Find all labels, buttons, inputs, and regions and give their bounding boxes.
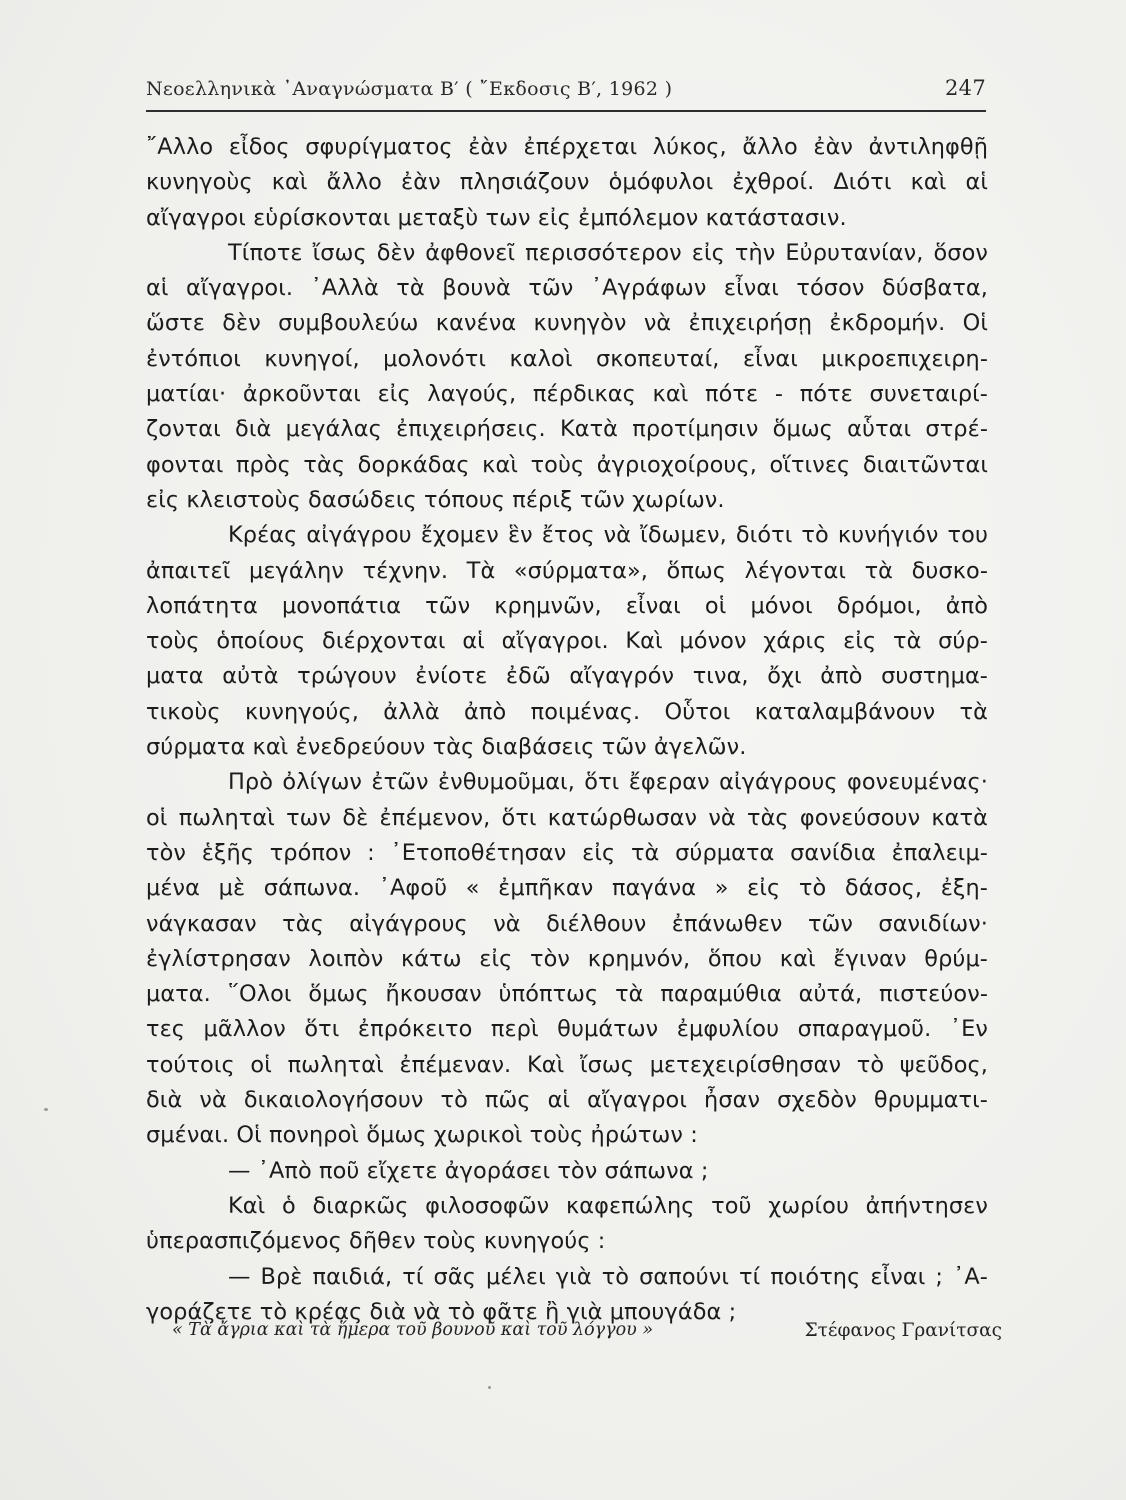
text-line: Πρὸ ὀλίγων ἐτῶν ἐνθυμοῦμαι, ὅτι ἔφεραν αἰγάγρους φονευμένας·	[228, 769, 988, 796]
text-line: Κρέας αἰγάγρου ἔχομεν ἓν ἔτος νὰ ἴδωμεν, διότι τὸ κυνήγιόν του	[228, 522, 988, 549]
text-line: ἀπαιτεῖ μεγάλην τέχνην. Τὰ «σύρματα», ὅπως λέγονται τὰ δυσκο-	[146, 557, 988, 584]
text-line: φονται πρὸς τὰς δορκάδας καὶ τοὺς ἀγριοχοίρους, οἵτινες διαιτῶνται	[146, 451, 988, 478]
text-line: τοὺς ὁποίους διέρχονται αἱ αἴγαγροι. Καὶ μόνον χάρις εἰς τὰ σύρ-	[146, 628, 988, 655]
text-line: τούτοις οἱ πωληταὶ ἐπέμεναν. Καὶ ἴσως μετεχειρίσθησαν τὸ ψεῦδος,	[146, 1051, 988, 1078]
running-head	[146, 74, 986, 106]
text-line: νάγκασαν τὰς αἰγάγρους νὰ διέλθουν ἐπάνωθεν τῶν σανιδίων·	[146, 910, 988, 937]
text-line: οἱ πωληταὶ των δὲ ἐπέμενον, ὅτι κατώρθωσαν νὰ τὰς φονεύσουν κατὰ	[146, 804, 988, 831]
text-line: ὥστε δὲν συμβουλεύω κανένα κυνηγὸν νὰ ἐπιχειρήσῃ ἐκδρομήν. Οἱ	[146, 310, 988, 337]
text-line: κυνηγοὺς καὶ ἄλλο ἐὰν πλησιάζουν ὁμόφυλοι ἐχθροί. Διότι καὶ αἱ	[146, 169, 988, 196]
text-line: διὰ νὰ δικαιολογήσουν τὸ πῶς αἱ αἴγαγροι ἦσαν σχεδὸν θρυμματι-	[146, 1087, 988, 1114]
text-line: ματα αὐτὰ τρώγουν ἐνίοτε ἐδῶ αἴγαγρόν τινα, ὄχι ἀπὸ συστημα-	[146, 663, 988, 690]
text-line: γοράζετε τὸ κρέας διὰ νὰ τὸ φᾶτε ἢ γιὰ μπουγάδα ;	[146, 1298, 737, 1325]
header-rule	[146, 110, 986, 112]
text-line: ματίαι· ἀρκοῦνται εἰς λαγούς, πέρδικας καὶ πότε - πότε συνεταιρί-	[146, 381, 988, 408]
text-line: τικοὺς κυνηγούς, ἀλλὰ ἀπὸ ποιμένας. Οὗτοι καταλαμβάνουν τὰ	[146, 698, 988, 725]
text-line: αἱ αἴγαγροι. ᾿Αλλὰ τὰ βουνὰ τῶν ᾿Αγράφων εἶναι τόσον δύσβατα,	[146, 275, 988, 302]
text-line: ἐγλίστρησαν λοιπὸν κάτω εἰς τὸν κρημνόν, ὅπου καὶ ἔγιναν θρύμ-	[146, 945, 988, 972]
text-line: — ᾿Απὸ ποῦ εἴχετε ἀγοράσει τὸν σάπωνα ;	[228, 1157, 709, 1184]
citation	[172, 1320, 1002, 1350]
text-line: λοπάτητα μονοπάτια τῶν κρημνῶν, εἶναι οἱ μόνοι δρόμοι, ἀπὸ	[146, 592, 988, 619]
text-line: ὑπερασπιζόμενος δῆθεν τοὺς κυνηγούς :	[146, 1228, 606, 1255]
text-line: ῎Αλλο εἶδος σφυρίγματος ἐὰν ἐπέρχεται λύκος, ἄλλο ἐὰν ἀντιληφθῇ	[146, 134, 988, 160]
text-line: ματα. ῞Ολοι ὅμως ἤκουσαν ὑπόπτως τὰ παραμύθια αὐτά, πιστεύον-	[146, 981, 988, 1008]
text-line: αἴγαγροι εὑρίσκονται μεταξὺ των εἰς ἐμπόλεμον κατάστασιν.	[146, 204, 847, 231]
text-line: τες μᾶλλον ὅτι ἐπρόκειτο περὶ θυμάτων ἐμφυλίου σπαραγμοῦ. ᾿Εν	[146, 1016, 988, 1043]
book-title: Νεοελληνικὰ ᾿Αναγνώσματα Β′ ( ῎Εκδοσις Β′, 1962 )	[146, 78, 673, 100]
body-text	[146, 130, 988, 1330]
text-line: τὸν ἑξῆς τρόπον : ᾿Ετοποθέτησαν εἰς τὰ σύρματα σανίδια ἐπαλειμ-	[146, 839, 988, 866]
text-line: — Βρὲ παιδιά, τί σᾶς μέλει γιὰ τὸ σαπούνι τί ποιότης εἶναι ; ᾿Α-	[228, 1263, 988, 1290]
text-line: μένα μὲ σάπωνα. ᾿Αφοῦ « ἐμπῆκαν παγάνα » εἰς τὸ δάσος, ἐξη-	[146, 875, 988, 902]
author-name: Στέφανος Γρανίτσας	[804, 1320, 1002, 1341]
text-line: Τίποτε ἴσως δὲν ἀφθονεῖ περισσότερον εἰς τὴν Εὐρυτανίαν, ὅσον	[228, 239, 988, 266]
print-speck	[44, 1108, 48, 1111]
page-number: 247	[945, 76, 986, 100]
source-title: « Τὰ ἄγρια καὶ τὰ ἥμερα τοῦ βουνοῦ καὶ τοῦ λόγγου »	[172, 1320, 654, 1340]
print-speck	[488, 1386, 491, 1389]
text-line: εἰς κλειστοὺς δασώδεις τόπους πέριξ τῶν χωρίων.	[146, 486, 725, 513]
text-line: σύρματα καὶ ἐνεδρεύουν τὰς διαβάσεις τῶν ἀγελῶν.	[146, 734, 747, 761]
text-line: ζονται διὰ μεγάλας ἐπιχειρήσεις. Κατὰ προτίμησιν ὅμως αὗται στρέ-	[146, 416, 988, 443]
text-line: ἐντόπιοι κυνηγοί, μολονότι καλοὶ σκοπευταί, εἶναι μικροεπιχειρη-	[146, 345, 988, 372]
text-line: σμέναι. Οἱ πονηροὶ ὅμως χωρικοὶ τοὺς ἠρώτων :	[146, 1122, 698, 1149]
text-line: Καὶ ὁ διαρκῶς φιλοσοφῶν καφεπώλης τοῦ χωρίου ἀπήντησεν	[228, 1192, 988, 1219]
